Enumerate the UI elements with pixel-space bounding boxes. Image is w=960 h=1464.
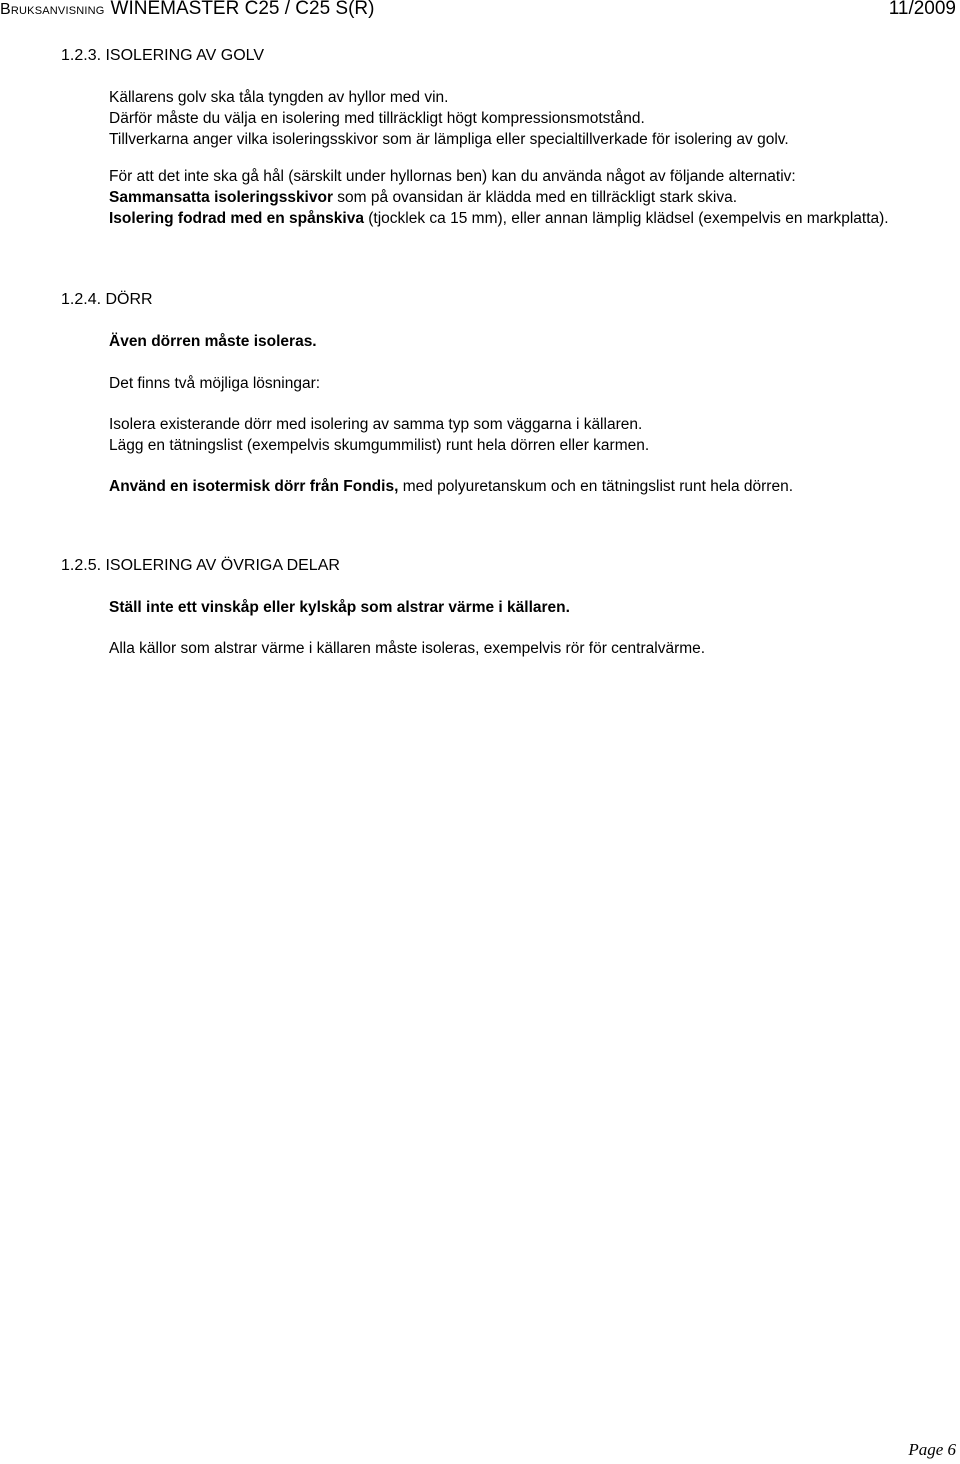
paragraph-floor-options	[109, 166, 957, 208]
section-heading-1-2-5: 1.2.5. ISOLERING AV ÖVRIGA DELAR	[61, 557, 340, 574]
door-solutions-list	[109, 414, 957, 456]
header-title	[0, 0, 374, 21]
bold-term: Använd en isotermisk dörr från Fondis,	[109, 478, 399, 495]
page-number: Page 6	[908, 1440, 956, 1459]
door-insulation-note: Även dörren måste isoleras.	[109, 333, 317, 350]
heat-source-note: Alla källor som alstrar värme i källaren måste isoleras, exempelvis rör för centralvärme.	[109, 640, 706, 657]
header-doc-type: Bruksanvisning	[0, 1, 105, 18]
bold-term: Isolering fodrad med en spånskiva	[109, 210, 364, 227]
heat-source-warning: Ställ inte ett vinskåp eller kylskåp som alstrar värme i källaren.	[109, 599, 570, 616]
page-header	[0, 0, 960, 26]
header-date: 11/2009	[888, 0, 956, 19]
text-run: med polyuretanskum och en tätningslist runt hela dörren.	[398, 478, 793, 495]
section-heading-1-2-3: 1.2.3. ISOLERING AV GOLV	[61, 47, 265, 64]
section-heading-1-2-4: 1.2.4. DÖRR	[61, 291, 153, 308]
bold-term: Sammansatta isoleringsskivor	[109, 189, 333, 206]
text-line	[109, 476, 957, 497]
list-item: Lägg en tätningslist (exempelvis skumgummilist) runt hela dörren eller karmen.	[109, 437, 650, 454]
header-model: WINEMASTER C25 / C25 S(R)	[110, 0, 375, 19]
text-run: som på ovansidan är klädda med en tillräckligt stark skiva.	[333, 189, 738, 206]
door-recommendation	[109, 476, 957, 497]
text-run: (tjocklek ca 15 mm), eller annan lämplig klädsel (exempelvis en markplatta).	[363, 210, 889, 227]
text-line: Tillverkarna anger vilka isoleringsskivor som är lämpliga eller specialtillverkade för isolering av golv.	[109, 131, 789, 148]
text-line: Därför måste du välja en isolering med tillräckligt högt kompressionsmotstånd.	[109, 110, 645, 127]
text-line: För att det inte ska gå hål (särskilt under hyllornas ben) kan du använda något av följande alternativ:	[109, 168, 796, 185]
paragraph-floor-load	[109, 87, 957, 150]
text-line	[109, 187, 957, 208]
text-line: Källarens golv ska tåla tyngden av hyllor med vin.	[109, 89, 449, 106]
list-item: Isolera existerande dörr med isolering av samma typ som väggarna i källaren.	[109, 416, 643, 433]
paragraph-floor-option-two	[109, 208, 957, 229]
door-solutions-intro: Det finns två möjliga lösningar:	[109, 375, 321, 392]
